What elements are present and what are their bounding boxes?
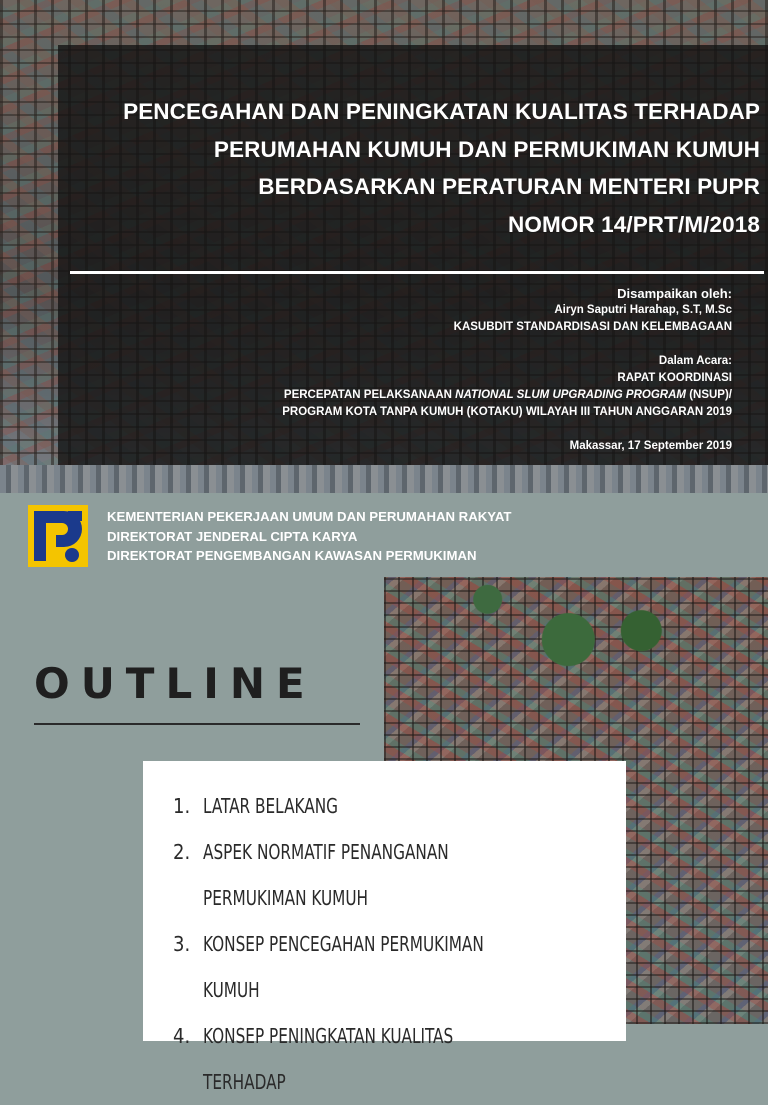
outline-item-2 (173, 829, 593, 921)
event-line-1-italic: NATIONAL SLUM UPGRADING PROGRAM (455, 389, 686, 401)
presentation-title (60, 93, 760, 243)
cover-slide (0, 0, 768, 493)
place-date: Makassar, 17 September 2019 (569, 440, 732, 452)
presenter-block (82, 285, 732, 455)
event-line-1 (82, 387, 732, 404)
title-line-2: PERUMAHAN KUMUH DAN PERMUKIMAN KUMUH (213, 136, 760, 162)
ministry-line-1: KEMENTERIAN PEKERJAAN UMUM DAN PERUMAHAN RAKYAT (107, 509, 512, 524)
outline-card (143, 761, 626, 1094)
outline-item-number: 1. (173, 794, 191, 818)
event-label: Dalam Acara: (658, 355, 732, 367)
outline-item-text: KONSEP PENCEGAHAN PERMUKIMAN KUMUH (203, 932, 484, 1002)
title-overlay (58, 45, 768, 465)
outline-item-number: 4. (173, 1024, 191, 1048)
ministry-line-2: DIREKTORAT JENDERAL CIPTA KARYA (107, 528, 358, 544)
outline-item-number: 2. (173, 840, 191, 864)
title-line-3: BERDASARKAN PERATURAN MENTERI PUPR (258, 174, 760, 199)
event-line-1-suffix: (NSUP)/ (686, 389, 732, 401)
title-line-1: PENCEGAHAN DAN PENINGKATAN KUALITAS TERHADAP (123, 99, 760, 124)
pupr-logo-icon (28, 505, 88, 567)
event-name: RAPAT KOORDINASI (617, 372, 732, 384)
aerial-photo-strip (0, 465, 768, 493)
outline-heading: OUTLINE (34, 659, 316, 708)
outline-item-3 (173, 921, 593, 1013)
outline-item-text: ASPEK NORMATIF PENANGANAN PERMUKIMAN KUMUH (203, 840, 449, 910)
presenter-name: Airyn Saputri Harahap, S.T, M.Sc (554, 304, 732, 316)
outline-item-1 (173, 783, 593, 829)
spacer (82, 336, 732, 353)
outline-slide (0, 493, 768, 1094)
presenter-role: KASUBDIT STANDARDISASI DAN KELEMBAGAAN (453, 321, 732, 333)
spacer (82, 421, 732, 438)
title-divider (70, 271, 764, 274)
ministry-line-3: DIREKTORAT PENGEMBANGAN KAWASAN PERMUKIMAN (107, 548, 477, 563)
title-line-4: NOMOR 14/PRT/M/2018 (508, 211, 760, 237)
outline-item-text: LATAR BELAKANG (203, 794, 339, 818)
presented-by-label: Disampaikan oleh: (617, 286, 732, 301)
outline-item-4 (173, 1013, 593, 1105)
ministry-header (107, 507, 511, 566)
event-line-1-prefix: PERCEPATAN PELAKSANAAN (283, 389, 456, 401)
outline-list (173, 783, 593, 1105)
outline-item-text: KONSEP PENINGKATAN KUALITAS TERHADAP (203, 1024, 454, 1094)
event-line-2: PROGRAM KOTA TANPA KUMUH (KOTAKU) WILAYAH III TAHUN ANGGARAN 2019 (282, 406, 732, 418)
outline-item-number: 3. (173, 932, 191, 956)
outline-divider (34, 723, 360, 725)
